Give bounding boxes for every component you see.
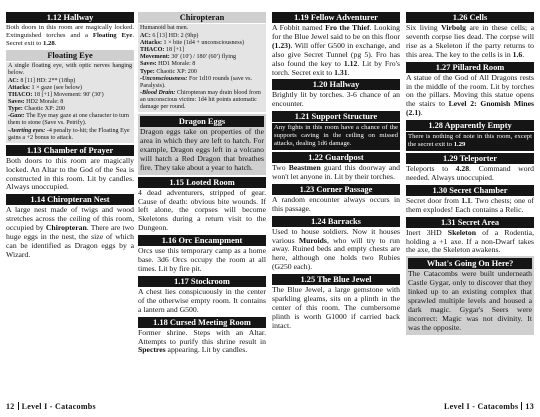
footer-left-title: Level I - Catacombs [21,402,96,411]
text-1-18: Former shrine. Steps with an Altar. Attempts to purify this shrine result in Spectres appearing. Lit by candles. [138,327,266,355]
sidebar-whats-going-on-text: The Catacombs were built underneath Castle Gygar, only to discover that they linked up to an existing complex that sprawled multiple levels and housed a dark magic. Gygar's Seers were incorrect: Magic was not divinity. It was the opposite. [408,269,532,332]
text-1-20: Brightly lit by torches. 3-6 chance of an encounter. [272,90,400,109]
heading-1-20: 1.20 Hallway [272,79,400,90]
text-1-15: 4 dead adventurers, stripped of gear. Cause of death: obvious bite wounds. If left alone, the corpses will become Skeletons during a return visit to the Dungeon. [138,187,266,233]
text-1-31: Inert 3HD Skeleton of a Rodentia, holding a +1 axe. If a non-Dwarf takes the axe, the Skeleton awakens. [406,227,534,255]
monster-floating-eye-title: Floating Eye [6,50,134,61]
monster-chiropteran-statblock: Humanoid bat men. AC: 6 [13] HD: 2 (9hp) Attacks: 1 × bite (1d4 + unconsciousness) THACO: 18 [+1] Movement: 30′ (10′) / 180′ (60′) flying Saves: HD1 Morale: 8 Type: Chaotic XP: 200 -Unconsciousness: For 1d10 rounds (save vs. Paralysis). -Blood Drain: Chiropteran may drain blood from an unconscious victim: 1d4 hit points automatic damage per round. [138,24,266,112]
heading-1-27: 1.27 Pillared Room [406,62,534,73]
monster-chiropteran-title: Chiropteran [138,12,266,23]
text-1-12: Both doors in this room are magically locked. Extinguished torches and a Floating Eye. Secret exit to 1.28. [6,24,134,47]
sidebar-whats-going-on-title: What's Going On Here? [408,258,532,269]
heading-1-12: 1.12 Hallway [6,12,134,23]
sidebar-whats-going-on [406,256,534,334]
heading-1-17: 1.17 Stockroom [138,276,266,287]
heading-1-15: 1.15 Looted Room [138,177,266,188]
column-3 [272,10,400,332]
text-1-29: Teleports to 4.28. Command word needed. Always unoccupied. [406,163,534,182]
text-1-27: A statue of the God of All Dragons rests in the middle of the room. Lit by torches on the pillars. Moving this statue opens the stairs to Level 2: Gnomish Mines (2.1). [406,72,534,118]
text-1-13: Both doors to this room are magically locked. An Altar to the God of the Sea is constructed in this room. Lit by candles. Always unoccupied. [6,155,134,192]
heading-1-26: 1.26 Cells [406,12,534,23]
text-1-26: Six living Virbolg are in these cells; a seventh corpse lies dead. The corpse will rise as a Skeleton if the party returns to this area. The key to the cells is in 1.6. [406,23,534,59]
heading-1-25: 1.25 The Blue Jewel [272,274,400,285]
page-number-right: 13 [525,402,534,411]
sidebar-dragon-eggs [138,114,266,175]
heading-1-14: 1.14 Chiropteran Nest [6,194,134,205]
footer-left [6,402,96,411]
monster-floating-eye-statblock: A single floating eye, with optic nerves hanging below. AC: 8 [11] HD: 2** (18hp) Attacks: 1 × gaze (see below) THACO: 18 [+1] Movement: 90′ (30′) Saves: HD2 Morale: 8 Type: Chaotic XP: 200 -Gaze: The Eye may gaze at one character to turn them to stone (Save vs. Petrify). -Averting eyes: -4 penalty to-hit; the Floating Eye gains a +2 bonus to attack. [6,62,134,143]
text-1-22: Two Beastmen guard this doorway and won't let anyone in. Lit by their torches. [272,162,400,181]
heading-1-23: 1.23 Corner Passage [272,184,400,195]
sidebar-dragon-eggs-text: Dragon eggs take on properties of the area in which they are left to hatch. For example, Dragon eggs left in a volcano will hatch a Red Dragon that breathes fire. They take about a year to hatch. [140,127,264,172]
heading-1-13: 1.13 Chamber of Prayer [6,145,134,156]
heading-1-19: 1.19 Fellow Adventurer [272,12,400,23]
page-number-left: 12 [6,402,15,411]
column-1 [6,10,134,261]
heading-1-30: 1.30 Secret Chamber [406,185,534,196]
text-1-23: A random encounter always occurs in this passage. [272,194,400,213]
footer-right-title: Level I - Catacombs [444,402,519,411]
footer-right [444,402,534,411]
text-1-17: A chest lies conspicuously in the center of the otherwise empty room. It contains a lantern and Ǥ500. [138,286,266,314]
column-2 [138,10,266,356]
heading-1-22: 1.22 Guardpost [272,152,400,163]
column-4 [406,10,534,335]
heading-1-24: 1.24 Barracks [272,216,400,227]
text-1-30: Secret door from 1.1. Two chests; one of them explodes! Each contains a Relic. [406,195,534,214]
heading-1-29: 1.29 Teleporter [406,153,534,164]
heading-1-16: 1.16 Orc Encampment [138,235,266,246]
text-1-25: The Blue Jewel, a large gemstone with sparkling gleams, sits on a plinth in the center of this room. The cumbersome plinth is worth Ǥ1000 if carried back intact. [272,285,400,330]
heading-1-28: 1.28 Apparently Empty [406,120,534,131]
text-1-28: There is nothing of note in this room, except the secret exit to 1.29 [406,132,534,151]
text-1-16: Orcs use this temporary camp as a home base. 3d6 Orcs occupy the room at all times. Lit by fire pit. [138,246,266,273]
text-1-14: A large nest made of twigs and wood stretches across the ceiling of this room, occupied by Chiropteran. There are two huge eggs in the nest, the size of which can be identified as Dragon eggs by a Wizard. [6,205,135,259]
heading-1-31: 1.31 Secret Area [406,217,534,228]
sidebar-dragon-eggs-title: Dragon Eggs [140,116,264,127]
heading-1-21: 1.21 Support Structure [272,111,400,122]
text-1-19: A Fobbit named Fro the Thief. Looking for the Blue Jewel said to be on this floor (1.23). Will offer Ǥ500 in exchange, and also give Secret Tunnel (pg 5). Fro has also found the key to 1.12. Lit by Fro's torch. Secret exit to 1.31. [272,23,400,77]
heading-1-18: 1.18 Cursed Meeting Room [138,317,266,328]
text-1-24: Used to house soldiers. Now it houses various Muroids, who will try to run away. Ruined beds and empty chests are here, although one holds two Rubies (Ǥ250 each). [272,226,400,272]
text-1-21: Any fights in this room have a chance of the supports caving in the ceiling on missed attacks, dealing 1d6 damage. [272,123,400,150]
